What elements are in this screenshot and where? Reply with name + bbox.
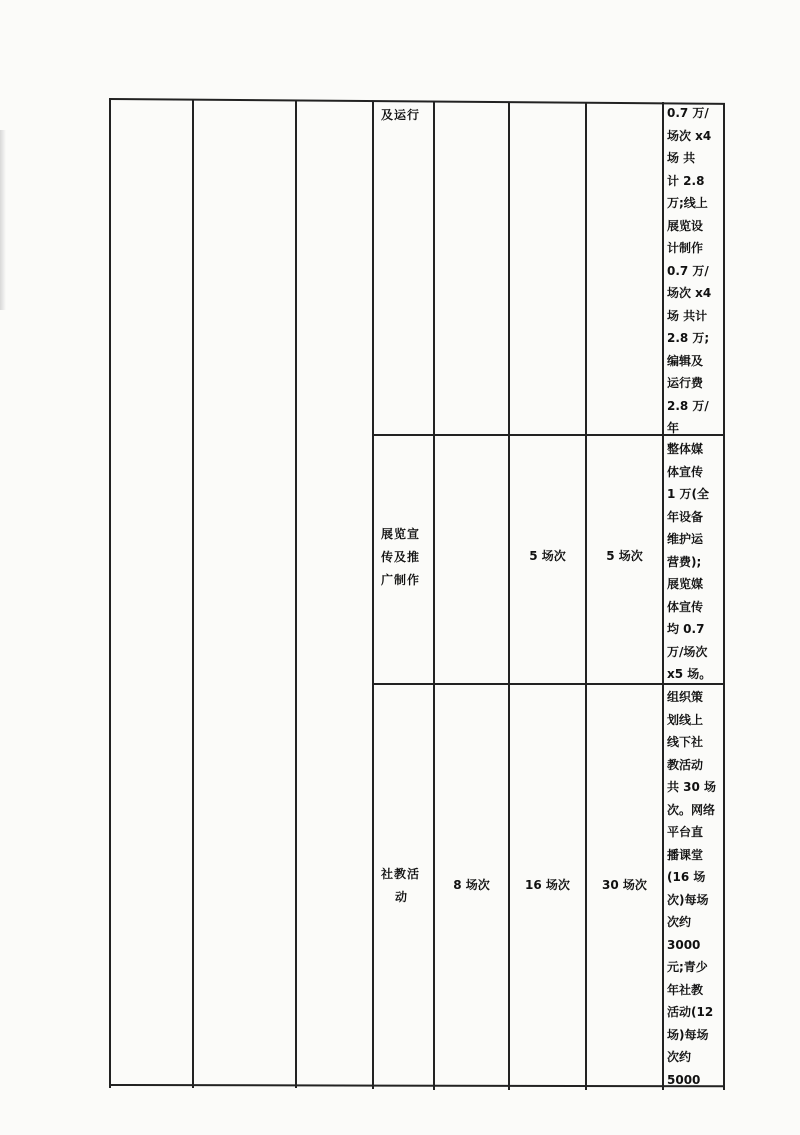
note-line: 0.7 万/ <box>667 106 709 120</box>
note-line: 场 共 <box>667 151 696 165</box>
row-1-notes <box>667 102 723 440</box>
item-line: 广制作 <box>381 573 421 587</box>
scan-edge-shadow <box>0 130 6 310</box>
note-line: x5 场。 <box>667 667 712 681</box>
note-line: 场)每场 <box>667 1027 709 1042</box>
note-line: 计 2.8 <box>667 173 705 188</box>
note-line: 共 30 场 <box>667 780 717 794</box>
note-line: 年 <box>667 421 680 435</box>
row-2-col-c: 5 场次 <box>606 549 643 563</box>
note-line: 平台直 <box>667 825 704 839</box>
row-2-item <box>381 523 420 592</box>
note-line: 元;青少 <box>667 960 708 974</box>
row-1-item: 及运行 <box>381 108 421 122</box>
note-line: 2.8 万; <box>667 331 710 345</box>
note-line: 活动(12 <box>667 1005 714 1019</box>
note-line: 计制作 <box>667 241 704 255</box>
table-border-left <box>109 98 111 1088</box>
note-line: 万/场次 <box>667 644 708 659</box>
note-line: 均 0.7 <box>667 622 705 636</box>
note-line: 2.8 万/ <box>667 398 709 413</box>
column-divider-5 <box>508 102 510 1090</box>
note-line: 整体媒 <box>667 442 704 456</box>
item-line: 传及推 <box>381 550 421 564</box>
row-2-notes <box>667 438 723 686</box>
note-line: 维护运 <box>667 532 704 546</box>
note-line: 划线上 <box>667 712 704 727</box>
row-3-item <box>381 863 420 909</box>
note-line: 组织策 <box>667 690 704 704</box>
row-3-notes <box>667 686 723 1091</box>
note-line: 次约 <box>667 1050 692 1064</box>
table-border-bottom <box>109 1084 725 1087</box>
note-line: 年社教 <box>667 982 704 997</box>
note-line: 次约 <box>667 915 692 929</box>
column-divider-3 <box>372 101 374 1089</box>
row-2-col-b: 5 场次 <box>529 549 566 563</box>
note-line: 体宣传 <box>667 464 704 479</box>
note-line: 0.7 万/ <box>667 263 709 278</box>
note-line: 体宣传 <box>667 599 704 614</box>
column-divider-7 <box>662 102 664 1090</box>
note-line: (16 场 <box>667 870 706 884</box>
row-3-col-c: 30 场次 <box>602 878 647 892</box>
row-3-col-b: 16 场次 <box>525 878 570 892</box>
note-line: 编辑及 <box>667 353 704 368</box>
note-line: 次。网络 <box>667 802 716 817</box>
item-line: 动 <box>395 890 409 904</box>
item-line: 展览宣 <box>381 527 421 541</box>
note-line: 运行费 <box>667 376 704 390</box>
column-divider-2 <box>295 100 297 1088</box>
column-divider-1 <box>192 99 194 1088</box>
table-border-right <box>723 103 725 1090</box>
note-line: 场 共计 <box>667 308 708 323</box>
note-line: 5000 <box>667 1072 701 1087</box>
note-line: 次)每场 <box>667 892 709 907</box>
note-line: 3000 <box>667 937 701 952</box>
note-line: 营费); <box>667 554 702 569</box>
note-line: 播课堂 <box>667 847 704 862</box>
note-line: 线下社 <box>667 735 704 749</box>
note-line: 万;线上 <box>667 196 708 210</box>
note-line: 场次 x4 <box>667 286 712 300</box>
note-line: 教活动 <box>667 757 704 772</box>
note-line: 展览媒 <box>667 577 704 591</box>
item-line: 社教活 <box>381 867 421 881</box>
column-divider-6 <box>585 102 587 1090</box>
row-3-col-a: 8 场次 <box>453 878 490 892</box>
note-line: 年设备 <box>667 509 704 524</box>
column-divider-4 <box>433 102 435 1090</box>
note-line: 场次 x4 <box>667 128 712 143</box>
note-line: 1 万(全 <box>667 487 710 501</box>
note-line: 展览设 <box>667 218 704 233</box>
budget-table <box>109 98 725 1090</box>
